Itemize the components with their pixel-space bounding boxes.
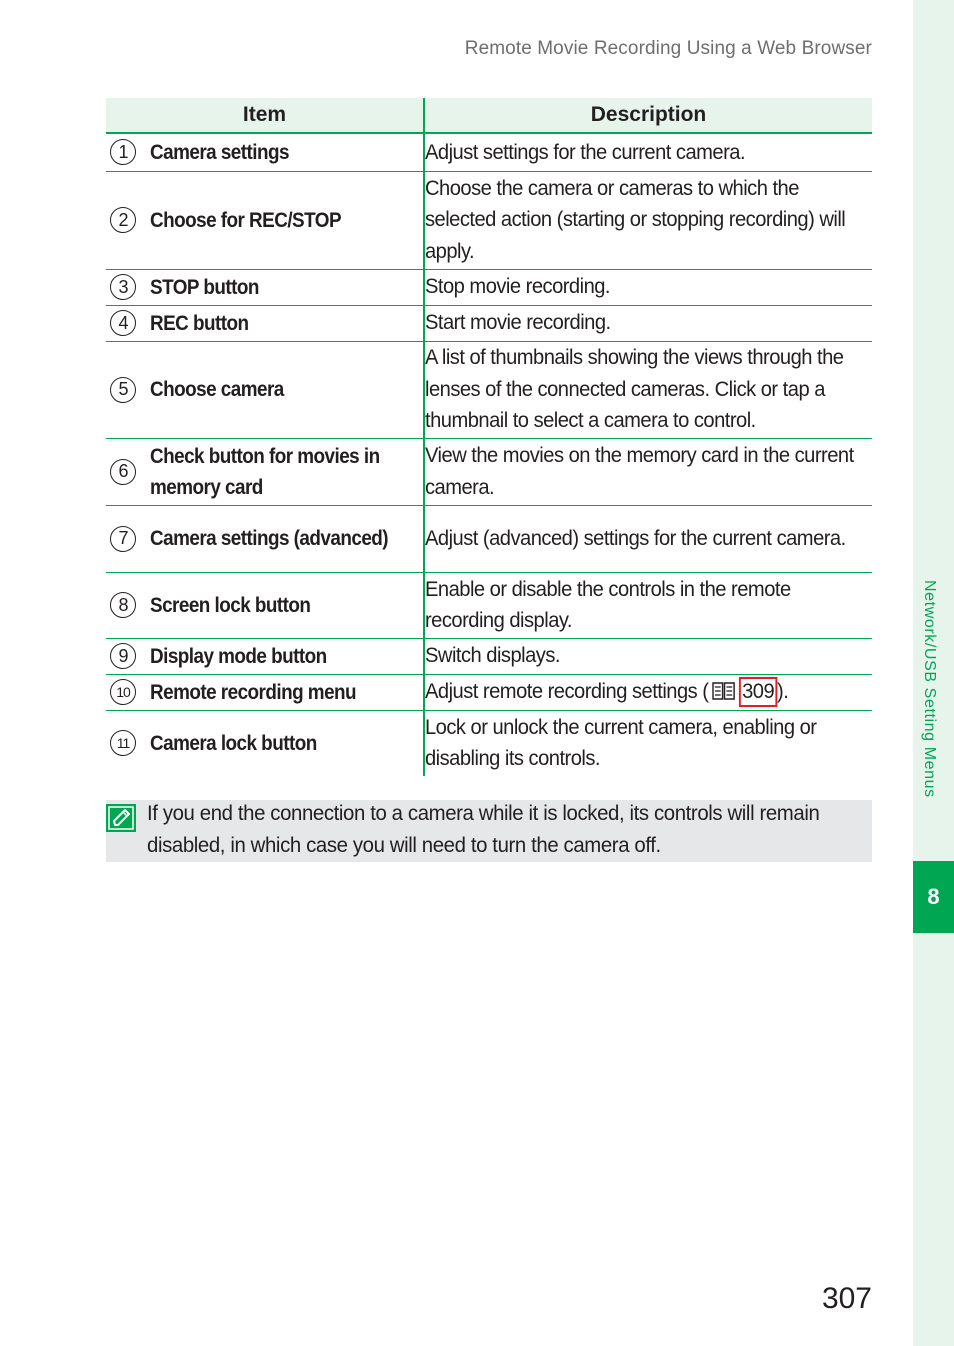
- item-number-badge: 11: [110, 730, 136, 756]
- page-number: 307: [821, 1282, 872, 1315]
- item-name: Camera settings (advanced): [150, 527, 389, 550]
- description-cell: [424, 638, 872, 674]
- item-name-line: memory card: [150, 475, 263, 499]
- description-cell: [424, 269, 872, 305]
- item-description: View the movies on the memory card in the current camera.: [425, 444, 854, 499]
- chapter-tab[interactable]: 8: [913, 861, 954, 933]
- description-cell: [424, 171, 872, 269]
- item-cell: [106, 710, 424, 776]
- item-cell: [106, 638, 424, 674]
- description-cell: [424, 341, 872, 438]
- item-description: [425, 676, 869, 708]
- description-cell: [424, 438, 872, 505]
- item-description: Stop movie recording.: [425, 275, 611, 299]
- item-name: Camera settings: [150, 140, 289, 164]
- column-header-item: Item: [106, 98, 424, 133]
- item-number-badge: 8: [110, 592, 136, 618]
- table-row: [106, 710, 872, 776]
- item-number-badge: 4: [110, 310, 136, 336]
- item-cell: [106, 171, 424, 269]
- item-description: A list of thumbnails showing the views through the lenses of the connected cameras. Click or tap a thumbnail to select a camera to control.: [425, 346, 844, 433]
- item-cell: [106, 572, 424, 638]
- table-row: [106, 133, 872, 171]
- table-row: [106, 638, 872, 674]
- item-number-badge: 6: [110, 459, 136, 485]
- item-number-badge: 3: [110, 274, 136, 300]
- item-name: Choose for REC/STOP: [150, 208, 342, 232]
- description-cell: [424, 572, 872, 638]
- note-pencil-icon: [106, 804, 136, 832]
- item-name: Camera lock button: [150, 731, 317, 755]
- item-description: Lock or unlock the current camera, enabling or disabling its controls.: [425, 715, 817, 771]
- table-row: [106, 341, 872, 438]
- item-name: REC button: [150, 311, 249, 335]
- item-description: Switch displays.: [425, 644, 560, 668]
- description-cell: [424, 133, 872, 171]
- item-description: Choose the camera or cameras to which the selected action (starting or stopping recording) will apply.: [425, 176, 846, 263]
- item-cell: [106, 133, 424, 171]
- table-row: [106, 674, 872, 710]
- page-reference-link[interactable]: 309: [739, 677, 777, 707]
- item-number-badge: 5: [110, 377, 136, 403]
- table-row: [106, 438, 872, 505]
- item-number-badge: 1: [110, 139, 136, 165]
- item-cell: [106, 674, 424, 710]
- item-number-badge: 9: [110, 643, 136, 669]
- item-description: Start movie recording.: [425, 311, 611, 335]
- description-cell: [424, 674, 872, 710]
- description-text: ).: [777, 680, 789, 704]
- item-description: Adjust (advanced) settings for the current camera.: [425, 526, 846, 550]
- item-number-badge: 10: [110, 679, 136, 705]
- item-cell: [106, 305, 424, 341]
- item-name: STOP button: [150, 275, 259, 299]
- table-row: [106, 572, 872, 638]
- item-name: Choose camera: [150, 378, 284, 401]
- table-row: [106, 171, 872, 269]
- description-cell: [424, 710, 872, 776]
- table-row: [106, 305, 872, 341]
- item-name: Display mode button: [150, 644, 327, 668]
- page-header-title: Remote Movie Recording Using a Web Browser: [464, 38, 872, 59]
- item-cell: [106, 341, 424, 438]
- item-name-line: Check button for movies in: [150, 444, 380, 468]
- item-number-badge: 2: [110, 207, 136, 233]
- note-box: [106, 800, 872, 862]
- description-cell: [424, 305, 872, 341]
- item-name: Screen lock button: [150, 593, 311, 617]
- description-cell: [424, 505, 872, 572]
- book-icon: [712, 682, 735, 700]
- item-name: Remote recording menu: [150, 680, 357, 704]
- table-row: [106, 269, 872, 305]
- item-description: Enable or disable the controls in the remote recording display.: [425, 577, 791, 632]
- note-text: If you end the connection to a camera while it is locked, its controls will remain disabled, in which case you will need to turn the camera off.: [147, 802, 820, 857]
- item-name: [150, 441, 380, 503]
- chapter-section-label: Network/USB Setting Menus: [921, 580, 938, 798]
- item-description-table: [106, 98, 872, 776]
- table-row: [106, 505, 872, 572]
- table-header-row: [106, 98, 872, 133]
- item-number-badge: 7: [110, 526, 136, 552]
- item-description: Adjust settings for the current camera.: [425, 140, 746, 164]
- item-cell: [106, 269, 424, 305]
- description-text: Adjust remote recording settings (: [425, 680, 709, 704]
- column-header-description: Description: [424, 98, 872, 133]
- item-cell: [106, 438, 424, 505]
- item-cell: [106, 505, 424, 572]
